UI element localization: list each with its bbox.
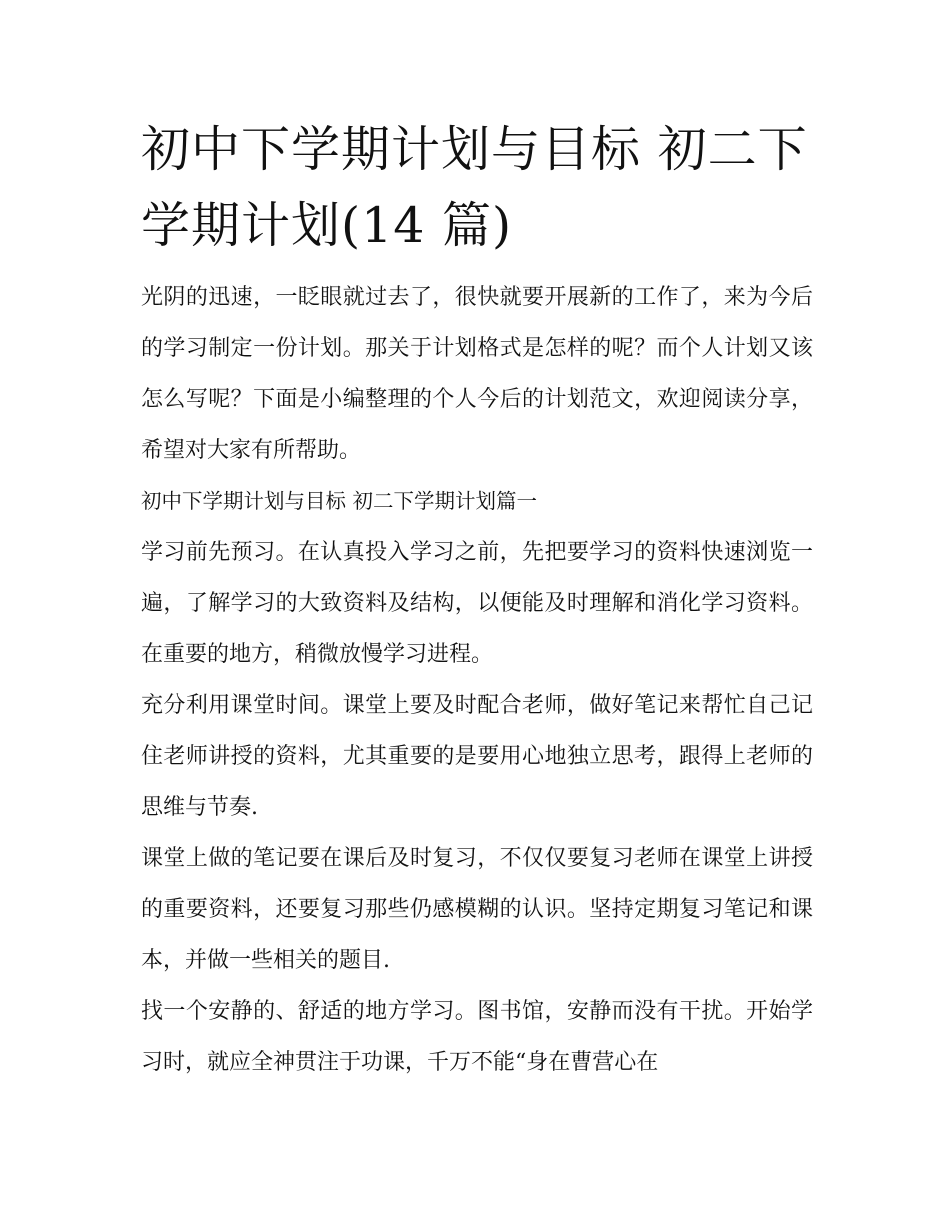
intro-paragraph: 光阴的迅速，一眨眼就过去了，很快就要开展新的工作了，来为今后的学习制定一份计划。那关于计划格式是怎样的呢？而个人计划又该怎么写呢？下面是小编整理的个人今后的计划范文，欢迎阅读分享，希望对大家有所帮助。 xyxy=(141,285,813,463)
section-heading: 初中下学期计划与目标 初二下学期计划篇一 xyxy=(141,489,538,513)
body-paragraph-3: 课堂上做的笔记要在课后及时复习，不仅仅要复习老师在课堂上讲授的重要资料，还要复习那些仍感模糊的认识。坚持定期复习笔记和课本，并做一些相关的题目. xyxy=(141,846,813,973)
body-paragraph-2: 充分利用课堂时间。课堂上要及时配合老师，做好笔记来帮忙自己记住老师讲授的资料，尤其重要的是要用心地独立思考，跟得上老师的思维与节奏. xyxy=(141,693,813,820)
document-body xyxy=(141,112,813,1088)
body-paragraph-1: 学习前先预习。在认真投入学习之前，先把要学习的资料快速浏览一遍，了解学习的大致资料及结构，以便能及时理解和消化学习资料。在重要的地方，稍微放慢学习进程。 xyxy=(141,540,813,667)
document-title: 初中下学期计划与目标 初二下学期计划(14 篇) xyxy=(141,121,808,254)
body-paragraph-4: 找一个安静的、舒适的地方学习。图书馆，安静而没有干扰。开始学习时，就应全神贯注于功课，千万不能“身在曹营心在 xyxy=(141,999,813,1075)
